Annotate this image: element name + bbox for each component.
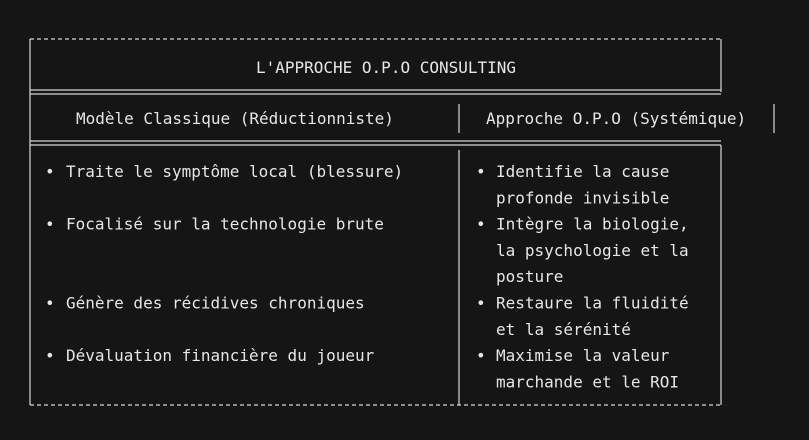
left-cell-text: Génère des récidives chroniques	[66, 293, 365, 313]
right-cell-text: profonde invisible	[496, 188, 670, 208]
right-cell-text: et la sérénité	[496, 319, 631, 339]
right-bullet: •	[476, 293, 486, 313]
right-cell-text: marchande et le ROI	[496, 372, 680, 392]
table-body	[45, 162, 689, 391]
header-left: Modèle Classique (Réductionniste)	[76, 109, 394, 128]
left-cell-text: Focalisé sur la technologie brute	[66, 214, 384, 234]
right-cell-text: Intègre la biologie,	[496, 214, 689, 234]
right-bullet: •	[476, 346, 486, 366]
right-bullet: •	[476, 162, 486, 181]
header-right: Approche O.P.O (Systémique)	[486, 109, 747, 128]
left-bullet: •	[45, 346, 55, 366]
left-cell-text: Dévaluation financière du joueur	[66, 346, 375, 366]
right-cell-text: posture	[496, 267, 564, 287]
left-bullet: •	[45, 214, 55, 234]
right-cell-text: la psychologie et la	[496, 240, 689, 260]
right-bullet: •	[476, 214, 486, 234]
left-bullet: •	[45, 293, 55, 313]
left-cell-text: Traite le symptôme local (blessure)	[66, 162, 404, 181]
table-title: L'APPROCHE O.P.O CONSULTING	[255, 58, 517, 77]
right-cell-text: Restaure la fluidité	[496, 293, 689, 313]
right-cell-text: Identifie la cause	[496, 162, 670, 181]
right-cell-text: Maximise la valeur	[496, 346, 670, 366]
left-bullet: •	[45, 162, 55, 181]
